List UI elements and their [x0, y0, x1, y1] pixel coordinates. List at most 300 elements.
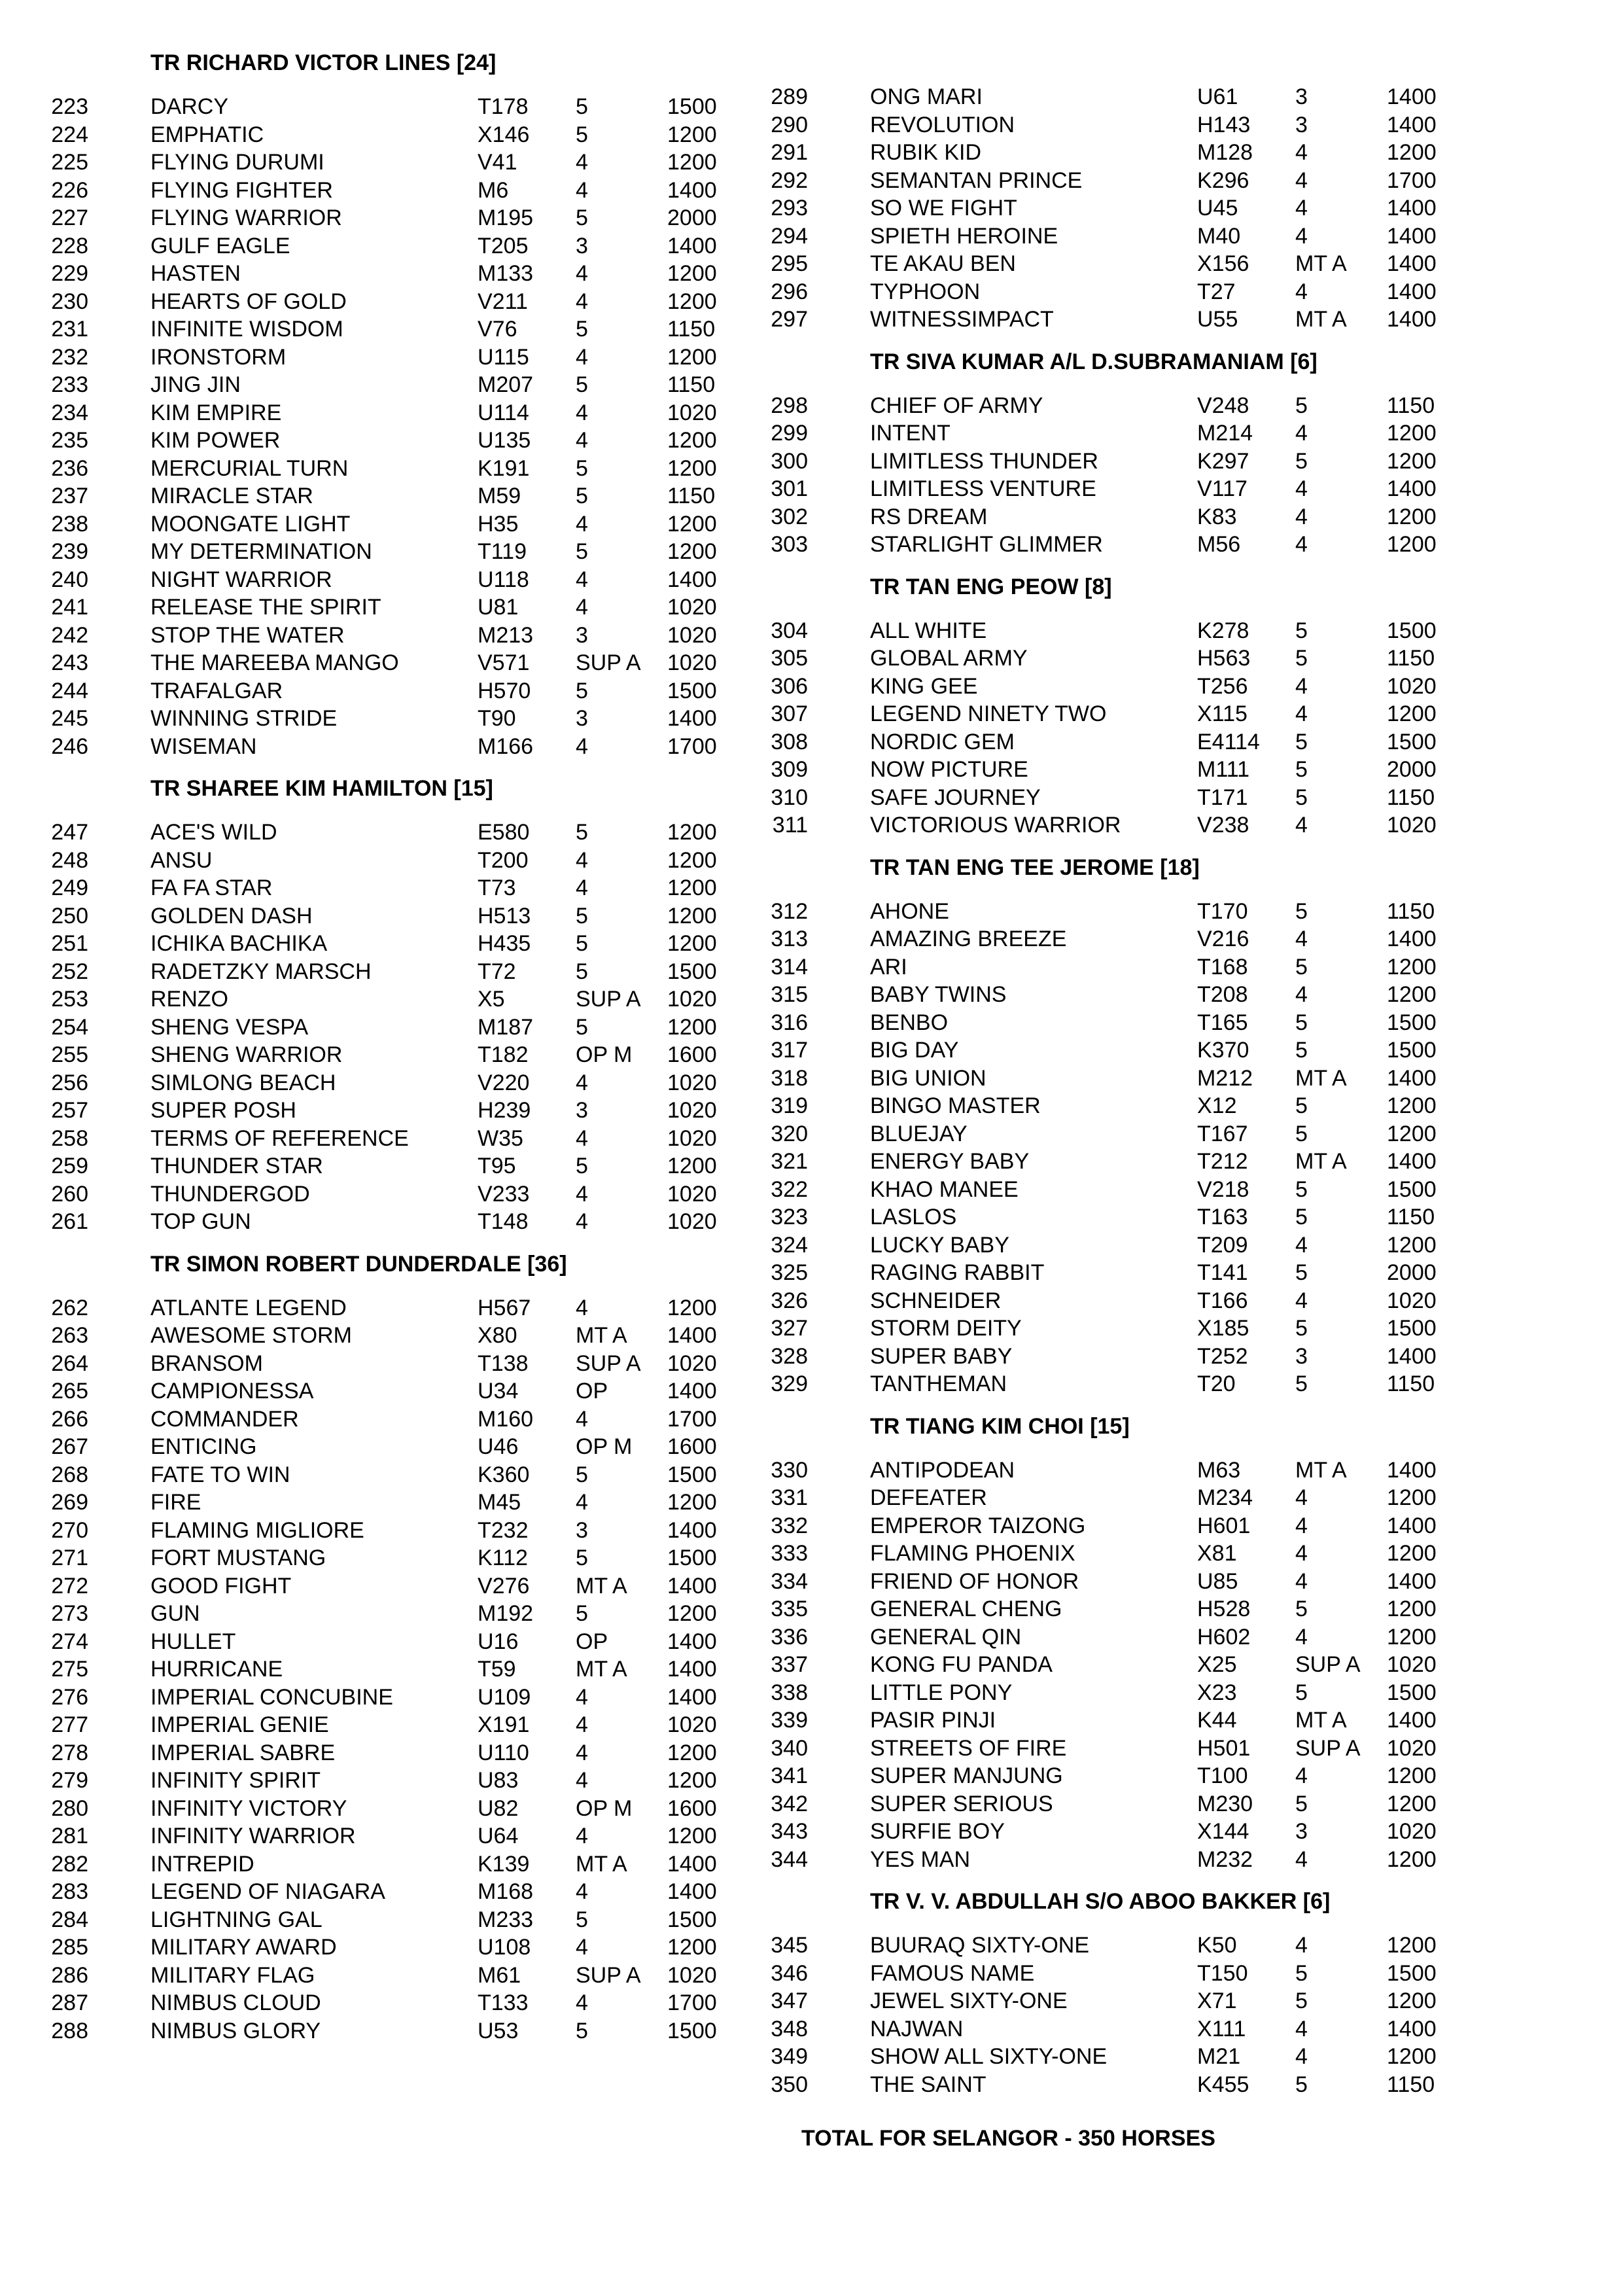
horse-name: ENTICING	[150, 1434, 257, 1459]
row-number: 313	[771, 927, 808, 951]
horse-code: K297	[1197, 448, 1249, 474]
horse-class: 5	[576, 484, 588, 508]
row-number: 289	[771, 84, 808, 109]
horse-code: T182	[478, 1042, 529, 1067]
horse-name: STORM DEITY	[870, 1316, 1022, 1341]
horse-distance: 1600	[667, 1042, 717, 1067]
horse-class: 3	[1295, 84, 1308, 109]
horse-distance: 1020	[1387, 1652, 1437, 1677]
horse-distance: 1020	[667, 650, 717, 675]
horse-distance: 1400	[667, 233, 717, 258]
table-row	[0, 344, 720, 370]
row-number: 273	[51, 1601, 88, 1626]
horse-name: WISEMAN	[150, 733, 257, 759]
row-number: 263	[51, 1323, 88, 1348]
horse-name: IMPERIAL CONCUBINE	[150, 1684, 393, 1710]
horse-distance: 1400	[1387, 223, 1437, 249]
horse-distance: 1500	[1387, 1680, 1437, 1705]
horse-distance: 1200	[667, 261, 717, 286]
horse-code: X115	[1197, 701, 1248, 726]
table-row	[720, 1707, 1439, 1733]
row-number: 256	[51, 1070, 88, 1095]
horse-name: THUNDERGOD	[150, 1181, 310, 1207]
horse-name: PASIR PINJI	[870, 1708, 996, 1733]
table-row	[0, 260, 720, 287]
table-row	[720, 1260, 1439, 1286]
row-number: 310	[771, 785, 808, 810]
table-row	[0, 177, 720, 203]
row-number: 243	[51, 650, 88, 675]
table-row	[720, 1735, 1439, 1761]
row-number: 330	[771, 1457, 808, 1483]
row-number: 314	[771, 954, 808, 980]
horse-name: ONG MARI	[870, 84, 983, 109]
table-row	[720, 1315, 1439, 1341]
horse-distance: 1200	[1387, 504, 1437, 529]
horse-code: H143	[1197, 112, 1251, 137]
table-row	[0, 455, 720, 482]
horse-distance: 1500	[667, 1545, 717, 1570]
row-number: 308	[771, 729, 808, 754]
horse-name: NIGHT WARRIOR	[150, 567, 332, 592]
row-number: 231	[51, 317, 88, 342]
row-number: 250	[51, 903, 88, 928]
horse-distance: 1500	[1387, 1960, 1437, 1986]
table-row	[720, 1010, 1439, 1036]
horse-class: 5	[1295, 1597, 1308, 1621]
table-row	[720, 1457, 1439, 1483]
horse-distance: 1700	[1387, 168, 1437, 193]
horse-class: 5	[1295, 393, 1308, 418]
horse-class: 4	[576, 1990, 588, 2015]
table-row	[0, 1181, 720, 1207]
horse-name: BUURAQ SIXTY-ONE	[870, 1933, 1090, 1958]
table-row	[720, 1288, 1439, 1314]
horse-distance: 1500	[1387, 1038, 1437, 1063]
horse-code: K50	[1197, 1933, 1237, 1958]
horse-name: BABY TWINS	[870, 982, 1007, 1007]
horse-name: MILITARY AWARD	[150, 1935, 337, 1960]
horse-class: 3	[576, 1098, 588, 1123]
horse-code: T100	[1197, 1763, 1248, 1788]
horse-code: E4114	[1197, 729, 1260, 754]
horse-distance: 1500	[667, 1462, 717, 1487]
table-row	[0, 289, 720, 315]
horse-distance: 1500	[1387, 618, 1437, 643]
horse-code: T95	[478, 1154, 516, 1178]
horse-code: V41	[478, 150, 517, 175]
horse-name: GENERAL QIN	[870, 1624, 1022, 1650]
horse-name: SUPER MANJUNG	[870, 1763, 1063, 1788]
row-number: 319	[771, 1093, 808, 1118]
row-number: 241	[51, 595, 88, 620]
row-number: 224	[51, 122, 88, 147]
horse-class: 4	[576, 1406, 588, 1432]
horse-code: K296	[1197, 168, 1249, 193]
horse-name: SHOW ALL SIXTY-ONE	[870, 2044, 1108, 2069]
horse-name: INTREPID	[150, 1851, 254, 1877]
table-row	[720, 1148, 1439, 1174]
table-row	[720, 1763, 1439, 1789]
horse-name: YES MAN	[870, 1846, 971, 1872]
horse-code: T141	[1197, 1260, 1248, 1285]
row-number: 323	[771, 1205, 808, 1229]
horse-class: 5	[576, 678, 588, 703]
horse-distance: 1200	[1387, 1121, 1437, 1146]
row-number: 306	[771, 673, 808, 699]
row-number: 244	[51, 678, 88, 703]
table-row	[720, 1846, 1439, 1873]
row-number: 281	[51, 1824, 88, 1848]
horse-code: T208	[1197, 982, 1248, 1007]
horse-distance: 1200	[667, 1935, 717, 1960]
horse-name: SCHNEIDER	[870, 1288, 1002, 1313]
horse-name: ATLANTE LEGEND	[150, 1295, 347, 1320]
row-number: 335	[771, 1597, 808, 1621]
table-row	[720, 1651, 1439, 1678]
table-row	[0, 1042, 720, 1068]
horse-name: MOONGATE LIGHT	[150, 511, 351, 537]
horse-code: T90	[478, 706, 516, 731]
table-row	[0, 1406, 720, 1432]
table-row	[720, 504, 1439, 530]
table-row	[720, 1596, 1439, 1622]
horse-distance: 1200	[1387, 532, 1437, 557]
row-number: 257	[51, 1098, 88, 1123]
horse-name: BINGO MASTER	[870, 1093, 1041, 1118]
row-number: 307	[771, 701, 808, 726]
table-row	[720, 898, 1439, 925]
horse-distance: 1400	[1387, 1065, 1437, 1091]
horse-class: 4	[1295, 1485, 1308, 1510]
horse-name: SUPER POSH	[150, 1098, 296, 1123]
horse-distance: 1700	[667, 733, 717, 759]
row-number: 258	[51, 1125, 88, 1151]
horse-name: NIMBUS GLORY	[150, 2018, 321, 2043]
horse-name: INFINITE WISDOM	[150, 317, 343, 342]
horse-name: RELEASE THE SPIRIT	[150, 595, 381, 620]
horse-code: X71	[1197, 1988, 1237, 2013]
horse-distance: 1200	[667, 539, 717, 564]
row-number: 287	[51, 1990, 88, 2015]
horse-code: V218	[1197, 1176, 1249, 1202]
horse-code: U108	[478, 1935, 531, 1960]
horse-code: H513	[478, 903, 531, 928]
horse-class: 4	[576, 1070, 588, 1095]
horse-class: 4	[1295, 1232, 1308, 1258]
horse-class: 5	[576, 372, 588, 397]
horse-code: K360	[478, 1462, 530, 1487]
horse-class: 5	[576, 931, 588, 956]
horse-name: HEARTS OF GOLD	[150, 289, 347, 314]
horse-code: T178	[478, 94, 529, 119]
horse-class: 5	[1295, 1121, 1308, 1146]
horse-code: U114	[478, 400, 529, 425]
horse-class: 5	[1295, 1791, 1308, 1816]
row-number: 240	[51, 567, 88, 592]
horse-name: BIG DAY	[870, 1038, 959, 1063]
horse-distance: 1400	[667, 1657, 717, 1682]
horse-class: SUP A	[576, 1351, 641, 1376]
horse-code: H567	[478, 1295, 531, 1320]
horse-code: X5	[478, 987, 505, 1012]
horse-code: T59	[478, 1657, 516, 1682]
horse-class: 5	[1295, 1010, 1308, 1035]
table-row	[0, 847, 720, 874]
table-row	[720, 1988, 1439, 2014]
horse-class: MT A	[1295, 1708, 1347, 1733]
table-row	[0, 149, 720, 175]
horse-name: SHENG WARRIOR	[150, 1042, 343, 1067]
horse-distance: 1020	[667, 1070, 717, 1095]
row-number: 270	[51, 1517, 88, 1543]
horse-name: RENZO	[150, 987, 228, 1012]
horse-name: LIMITLESS THUNDER	[870, 448, 1098, 474]
horse-code: X12	[1197, 1093, 1237, 1118]
table-row	[0, 316, 720, 342]
horse-class: 4	[1295, 1568, 1308, 1594]
row-number: 326	[771, 1288, 808, 1313]
table-row	[0, 986, 720, 1012]
horse-name: REVOLUTION	[870, 112, 1015, 137]
section-heading: TR RICHARD VICTOR LINES [24]	[150, 50, 497, 75]
horse-class: 5	[1295, 448, 1308, 474]
table-row	[720, 393, 1439, 419]
horse-code: V238	[1197, 813, 1249, 838]
table-row	[0, 875, 720, 901]
horse-class: 5	[1295, 1260, 1308, 1285]
horse-distance: 1500	[1387, 1176, 1437, 1202]
horse-class: 5	[1295, 1093, 1308, 1118]
table-row	[720, 1513, 1439, 1539]
horse-distance: 1400	[667, 1323, 717, 1348]
table-row	[720, 1540, 1439, 1566]
horse-name: ICHIKA BACHIKA	[150, 931, 328, 956]
horse-code: U118	[478, 567, 529, 592]
horse-code: T150	[1197, 1960, 1248, 1986]
row-number: 279	[51, 1768, 88, 1793]
horse-class: 5	[576, 2018, 588, 2043]
row-number: 268	[51, 1462, 88, 1487]
horse-name: ARI	[870, 954, 907, 980]
row-number: 299	[771, 421, 808, 446]
table-row	[720, 1121, 1439, 1147]
horse-name: SAFE JOURNEY	[870, 785, 1041, 810]
horse-name: THE MAREEBA MANGO	[150, 650, 399, 675]
horse-name: FLAMING PHOENIX	[870, 1541, 1075, 1566]
table-row	[0, 1795, 720, 1822]
horse-code: T72	[478, 959, 516, 984]
horse-class: 4	[576, 1935, 588, 1960]
horse-distance: 1150	[1387, 1371, 1435, 1396]
horse-name: RADETZKY MARSCH	[150, 959, 372, 984]
horse-code: M61	[478, 1962, 521, 1988]
horse-name: INFINITY VICTORY	[150, 1795, 347, 1821]
horse-code: V216	[1197, 927, 1249, 951]
horse-code: M230	[1197, 1791, 1253, 1816]
table-row	[0, 1767, 720, 1793]
row-number: 267	[51, 1434, 88, 1459]
horse-name: ANTIPODEAN	[870, 1457, 1015, 1483]
horse-code: T167	[1197, 1121, 1248, 1146]
horse-code: M128	[1197, 140, 1253, 165]
horse-name: VICTORIOUS WARRIOR	[870, 813, 1121, 838]
horse-class: 4	[576, 847, 588, 873]
horse-class: 3	[1295, 112, 1308, 137]
horse-code: X185	[1197, 1316, 1249, 1341]
horse-name: FLYING WARRIOR	[150, 205, 342, 230]
horse-class: 5	[1295, 729, 1308, 754]
horse-code: X80	[478, 1323, 517, 1348]
horse-code: T148	[478, 1209, 529, 1234]
section-heading: TR SIVA KUMAR A/L D.SUBRAMANIAM [6]	[870, 349, 1318, 374]
table-row	[720, 954, 1439, 980]
horse-distance: 1600	[667, 1795, 717, 1821]
table-row	[0, 539, 720, 565]
horse-code: T171	[1197, 785, 1248, 810]
horse-distance: 2000	[1387, 1260, 1437, 1285]
horse-class: 4	[1295, 279, 1308, 304]
table-row	[720, 1932, 1439, 1958]
horse-class: 5	[576, 1462, 588, 1487]
horse-distance: 1200	[1387, 1093, 1437, 1118]
horse-distance: 1020	[667, 622, 717, 648]
table-row	[0, 1851, 720, 1877]
row-number: 327	[771, 1316, 808, 1341]
horse-name: CAMPIONESSA	[150, 1379, 314, 1404]
horse-distance: 1150	[1387, 898, 1435, 924]
table-row	[720, 1343, 1439, 1369]
horse-name: BRANSOM	[150, 1351, 263, 1376]
table-row	[720, 1093, 1439, 1119]
horse-name: RUBIK KID	[870, 140, 982, 165]
horse-class: 4	[1295, 1763, 1308, 1788]
horse-name: THE SAINT	[870, 2072, 986, 2097]
row-number: 303	[771, 532, 808, 557]
table-row	[720, 1960, 1439, 1987]
row-number: 242	[51, 622, 88, 648]
table-row	[0, 1322, 720, 1349]
horse-class: 4	[576, 1209, 588, 1234]
row-number: 229	[51, 261, 88, 286]
horse-code: T170	[1197, 898, 1248, 924]
row-number: 294	[771, 223, 808, 249]
horse-class: 5	[1295, 757, 1308, 782]
row-number: 309	[771, 757, 808, 782]
horse-class: SUP A	[576, 987, 641, 1012]
row-number: 345	[771, 1933, 808, 1958]
horse-code: H563	[1197, 646, 1251, 671]
horse-distance: 1200	[1387, 1763, 1437, 1788]
horse-class: 4	[1295, 532, 1308, 557]
table-row	[0, 678, 720, 704]
horse-distance: 1200	[1387, 421, 1437, 446]
horse-distance: 1400	[667, 1573, 717, 1598]
horse-class: 4	[576, 1490, 588, 1515]
horse-distance: 1200	[667, 1154, 717, 1178]
horse-distance: 1150	[667, 317, 716, 342]
horse-code: V248	[1197, 393, 1249, 418]
horse-code: T205	[478, 233, 529, 258]
horse-class: MT A	[576, 1323, 627, 1348]
horse-name: JING JIN	[150, 372, 241, 397]
row-number: 223	[51, 94, 88, 119]
horse-name: WINNING STRIDE	[150, 706, 338, 731]
row-number: 340	[771, 1735, 808, 1761]
horse-class: 4	[1295, 701, 1308, 726]
horse-distance: 1020	[667, 1125, 717, 1151]
row-number: 278	[51, 1740, 88, 1765]
horse-code: U135	[478, 428, 531, 453]
horse-name: GULF EAGLE	[150, 233, 290, 258]
horse-distance: 1400	[1387, 307, 1437, 332]
horse-code: V117	[1197, 476, 1248, 501]
row-number: 277	[51, 1712, 88, 1737]
row-number: 302	[771, 504, 808, 529]
table-row	[720, 645, 1439, 671]
table-row	[720, 531, 1439, 557]
table-row	[0, 511, 720, 537]
row-number: 298	[771, 393, 808, 418]
horse-class: 5	[576, 1545, 588, 1570]
horse-code: M195	[478, 205, 534, 230]
row-number: 245	[51, 706, 88, 731]
horse-code: T163	[1197, 1205, 1248, 1229]
horse-distance: 1020	[667, 1351, 717, 1376]
horse-class: 5	[576, 94, 588, 119]
horse-class: 5	[576, 959, 588, 984]
horse-class: 4	[576, 511, 588, 537]
table-row	[0, 1740, 720, 1766]
horse-class: 5	[576, 539, 588, 564]
horse-class: 4	[576, 1768, 588, 1793]
table-row	[720, 139, 1439, 166]
horse-name: MY DETERMINATION	[150, 539, 372, 564]
horse-code: V276	[478, 1573, 530, 1598]
horse-distance: 1400	[1387, 1568, 1437, 1594]
horse-class: 4	[576, 1125, 588, 1151]
horse-name: HASTEN	[150, 261, 241, 286]
section-heading: TR TAN ENG TEE JEROME [18]	[870, 855, 1200, 880]
horse-code: T256	[1197, 673, 1248, 699]
horse-code: M45	[478, 1490, 521, 1515]
horse-code: H528	[1197, 1597, 1251, 1621]
horse-name: GENERAL CHENG	[870, 1597, 1062, 1621]
horse-name: FORT MUSTANG	[150, 1545, 326, 1570]
horse-distance: 1200	[667, 1740, 717, 1765]
row-number: 301	[771, 476, 808, 501]
table-row	[0, 1434, 720, 1460]
horse-class: 4	[576, 1295, 588, 1320]
row-number: 262	[51, 1295, 88, 1320]
horse-code: K370	[1197, 1038, 1249, 1063]
horse-distance: 2000	[1387, 757, 1437, 782]
horse-class: 4	[1295, 813, 1308, 838]
horse-code: K455	[1197, 2072, 1249, 2097]
horse-code: U115	[478, 344, 529, 370]
table-row	[720, 729, 1439, 755]
horse-class: 4	[1295, 673, 1308, 699]
horse-class: 5	[1295, 2072, 1308, 2097]
horse-name: KHAO MANEE	[870, 1176, 1019, 1202]
horse-code: X111	[1197, 2016, 1246, 2041]
table-row	[0, 1934, 720, 1960]
row-number: 295	[771, 251, 808, 276]
row-number: 228	[51, 233, 88, 258]
horse-name: ACE'S WILD	[150, 820, 277, 845]
row-number: 238	[51, 511, 88, 537]
row-number: 300	[771, 448, 808, 474]
